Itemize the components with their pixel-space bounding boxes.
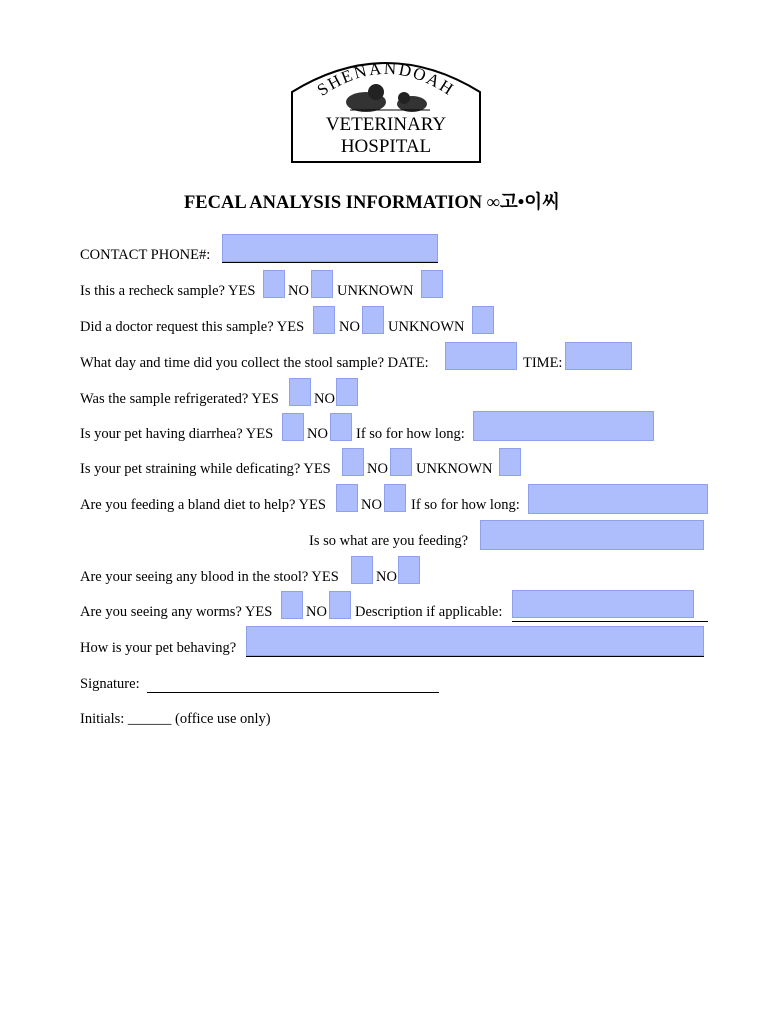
logo-frame	[290, 52, 482, 164]
recheck-yes-field[interactable]	[263, 270, 285, 298]
worms-question: Are you seeing any worms? YES	[80, 604, 273, 620]
blood-question: Are your seeing any blood in the stool? YES	[80, 569, 339, 585]
recheck-no-label: NO	[288, 283, 309, 299]
diarrhea-no-label: NO	[307, 426, 328, 442]
recheck-question: Is this a recheck sample? YES	[80, 283, 256, 299]
diarrhea-howlong-label: If so for how long:	[356, 426, 465, 442]
bland-no-field[interactable]	[384, 484, 406, 512]
straining-question: Is your pet straining while deficating? YES	[80, 461, 331, 477]
blood-no-label: NO	[376, 569, 397, 585]
worms-description-label: Description if applicable:	[355, 604, 503, 620]
behaving-question: How is your pet behaving?	[80, 640, 237, 656]
refrigerated-question: Was the sample refrigerated? YES	[80, 391, 279, 407]
logo-line2: HOSPITAL	[340, 136, 432, 157]
blood-no-field[interactable]	[398, 556, 420, 584]
blood-yes-field[interactable]	[351, 556, 373, 584]
straining-no-label: NO	[367, 461, 388, 477]
worms-description-field[interactable]	[512, 590, 694, 618]
signature-line[interactable]	[147, 692, 439, 693]
worms-no-field[interactable]	[329, 591, 351, 619]
recheck-unknown-field[interactable]	[421, 270, 443, 298]
straining-unknown-label: UNKNOWN	[416, 461, 493, 477]
feeding-question: Is so what are you feeding?	[309, 533, 469, 549]
collect-time-field[interactable]	[565, 342, 632, 370]
bland-diet-question: Are you feeding a bland diet to help? YES	[80, 497, 326, 513]
logo-arc-text: SHENANDOAH	[313, 58, 459, 100]
refrigerated-no-field[interactable]	[336, 378, 358, 406]
hospital-logo	[290, 52, 482, 164]
page-title: FECAL ANALYSIS INFORMATION ∞고•이씨	[184, 193, 561, 213]
doctor-yes-field[interactable]	[313, 306, 335, 334]
doctor-unknown-field[interactable]	[472, 306, 494, 334]
contact-phone-label: CONTACT PHONE#:	[80, 247, 211, 263]
diarrhea-no-field[interactable]	[330, 413, 352, 441]
doctor-no-field[interactable]	[362, 306, 384, 334]
bland-yes-field[interactable]	[336, 484, 358, 512]
straining-yes-field[interactable]	[342, 448, 364, 476]
refrigerated-yes-field[interactable]	[289, 378, 311, 406]
collect-date-field[interactable]	[445, 342, 517, 370]
refrigerated-no-label: NO	[314, 391, 335, 407]
doctor-unknown-label: UNKNOWN	[388, 319, 465, 335]
worms-no-label: NO	[306, 604, 327, 620]
initials-label: Initials: ______ (office use only)	[80, 711, 271, 727]
recheck-unknown-label: UNKNOWN	[337, 283, 414, 299]
feeding-field[interactable]	[480, 520, 704, 550]
behaving-field[interactable]	[246, 626, 704, 656]
signature-label: Signature:	[80, 676, 140, 692]
doctor-question: Did a doctor request this sample? YES	[80, 319, 305, 335]
collect-question: What day and time did you collect the stool sample? DATE:	[80, 355, 429, 371]
logo-line1: VETERINARY	[325, 114, 447, 135]
doctor-no-label: NO	[339, 319, 360, 335]
recheck-no-field[interactable]	[311, 270, 333, 298]
contact-phone-underline	[222, 262, 438, 263]
bland-howlong-label: If so for how long:	[411, 497, 520, 513]
straining-unknown-field[interactable]	[499, 448, 521, 476]
worms-yes-field[interactable]	[281, 591, 303, 619]
bland-no-label: NO	[361, 497, 382, 513]
straining-no-field[interactable]	[390, 448, 412, 476]
contact-phone-field[interactable]	[222, 234, 438, 262]
collect-time-label: TIME:	[523, 355, 563, 371]
diarrhea-yes-field[interactable]	[282, 413, 304, 441]
behaving-underline	[246, 656, 704, 657]
diarrhea-question: Is your pet having diarrhea? YES	[80, 426, 274, 442]
diarrhea-howlong-field[interactable]	[473, 411, 654, 441]
bland-howlong-field[interactable]	[528, 484, 708, 514]
worms-description-underline	[512, 621, 708, 622]
